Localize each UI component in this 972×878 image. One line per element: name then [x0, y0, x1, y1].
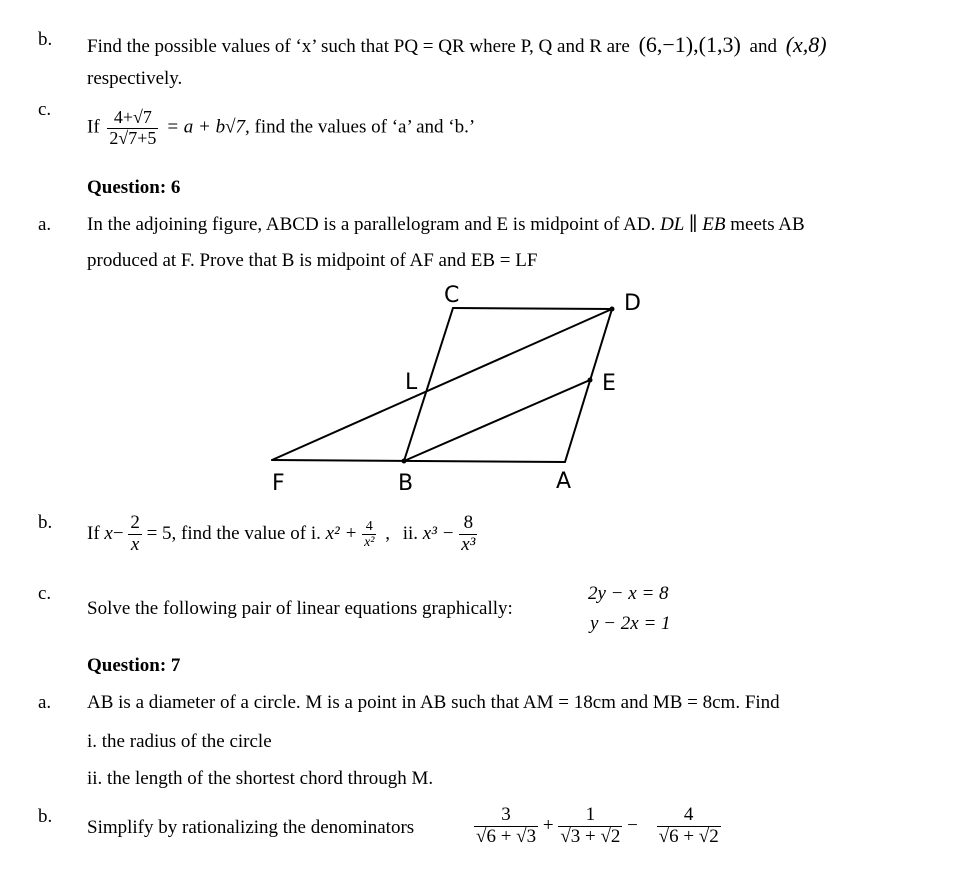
q5c-tail: find the values of ‘a’ and ‘b.’ — [254, 116, 476, 138]
q7b-fraction-3 — [657, 805, 721, 848]
q6b-expression — [87, 513, 477, 556]
q7b-num-1: 3 — [474, 805, 538, 827]
q5b-points: (6,−1),(1,3) — [638, 32, 741, 57]
point-d-dot — [610, 307, 615, 312]
q7b-num-2: 1 — [558, 805, 622, 827]
segment-cd — [453, 308, 612, 309]
q6b-frac2-num: 4 — [362, 519, 376, 535]
q6-heading: Question: 6 — [87, 177, 181, 198]
q6b-fraction-2-over-x — [128, 513, 142, 556]
q6b-if: If — [87, 522, 100, 544]
q6b-ii: ii. — [402, 522, 419, 544]
q7b-text: Simplify by rationalizing the denominators — [87, 817, 415, 838]
q7b-den-3b: 2 — [709, 825, 719, 847]
q5c-denominator: 2√7+5 — [109, 127, 157, 148]
q6b-eq: = 5 — [146, 522, 172, 544]
q6b-fraction-4-over-x2 — [362, 519, 376, 551]
q6a-line1-text: In the adjoining figure, ABCD is a parallelogram and E is midpoint of AD. — [87, 214, 656, 235]
parallelogram-figure — [250, 282, 670, 494]
q6b-fraction-8-over-x3 — [459, 513, 477, 556]
q6a-line1-tail: meets AB — [730, 214, 805, 235]
q7b-den-1a: 6 — [486, 825, 496, 847]
q7a-line2: i. the radius of the circle — [87, 731, 272, 752]
q5c-fraction — [107, 108, 158, 149]
q6a-relation: DL ∥ EB — [660, 214, 726, 235]
q7a-line3: ii. the length of the shortest chord through M. — [87, 768, 434, 789]
q5c-expression — [87, 108, 475, 149]
q6b-expr2: x³ − — [422, 522, 455, 544]
q7b-label: b. — [38, 806, 53, 827]
q6b-frac3-den: x³ — [461, 533, 476, 555]
q5c-label: c. — [38, 99, 52, 120]
q5b-and: and — [749, 36, 777, 57]
q6b-mid: , find the value of i. — [171, 522, 321, 544]
q6b-frac-den: x — [130, 533, 140, 555]
segment-be — [404, 380, 590, 461]
q6b-minus: − — [112, 522, 124, 544]
q7b-den-3: √6 + √2 — [658, 825, 719, 847]
q7b-den-1: √6 + √3 — [476, 825, 537, 847]
label-c: C — [444, 283, 460, 308]
q5b-text2: respectively. — [87, 68, 183, 89]
q7b-fraction-2 — [558, 805, 622, 848]
q7b-den-2: √3 + √2 — [560, 825, 621, 847]
q5c-numerator: 4+√7 — [107, 108, 158, 129]
q6c-label: c. — [38, 583, 52, 604]
q7-heading: Question: 7 — [87, 655, 181, 676]
q6c-eq2: y − 2x = 1 — [590, 613, 671, 634]
q7b-den-3a: 6 — [669, 825, 679, 847]
q5b-point3: (x,8) — [785, 32, 827, 57]
q7b-plus: + — [542, 814, 554, 836]
q6c-text: Solve the following pair of linear equations graphically: — [87, 598, 513, 619]
q6b-label: b. — [38, 512, 53, 533]
label-b: B — [398, 471, 414, 494]
point-b-dot — [402, 459, 407, 464]
label-f: F — [272, 471, 285, 494]
q5c-if: If — [87, 116, 100, 138]
q6c-eq1: 2y − x = 8 — [588, 583, 669, 604]
q6b-frac3-num: 8 — [459, 513, 477, 535]
label-d: D — [624, 291, 641, 316]
q6b-frac-num: 2 — [130, 512, 140, 533]
segment-fd — [272, 309, 612, 460]
q6a-line2: produced at F. Prove that B is midpoint of AF and EB = LF — [87, 250, 538, 271]
q7b-num-3: 4 — [657, 805, 721, 827]
label-e: E — [602, 371, 616, 396]
q6b-expr1: x² + — [325, 522, 358, 544]
q7b-den-2a: 3 — [570, 825, 581, 847]
q5b-label: b. — [38, 29, 53, 50]
q5b-text — [87, 34, 827, 56]
q7b-expression — [474, 805, 721, 848]
q7b-den-2b: 2 — [610, 825, 621, 847]
q7b-minus: − — [627, 814, 638, 836]
q6a-line1 — [87, 215, 805, 234]
label-l: L — [405, 370, 418, 395]
q6b-x: x — [104, 522, 113, 544]
point-e-dot — [588, 378, 593, 383]
q7a-label: a. — [38, 692, 52, 713]
q7a-line1: AB is a diameter of a circle. M is a point in AB such that AM = 18cm and MB = 8cm. Find — [87, 692, 780, 713]
q6b-comma: , — [385, 522, 390, 544]
segment-af — [272, 460, 565, 462]
q7b-fraction-1 — [474, 805, 538, 848]
label-a: A — [556, 469, 572, 494]
q6b-frac2-den: x² — [364, 534, 375, 550]
q7b-den-1b: 3 — [526, 825, 537, 847]
q6a-label: a. — [38, 214, 52, 235]
q5c-rhs: = a + b√7, — [166, 116, 250, 138]
q5b-main-text: Find the possible values of ‘x’ such that PQ = QR where P, Q and R are — [87, 36, 630, 57]
